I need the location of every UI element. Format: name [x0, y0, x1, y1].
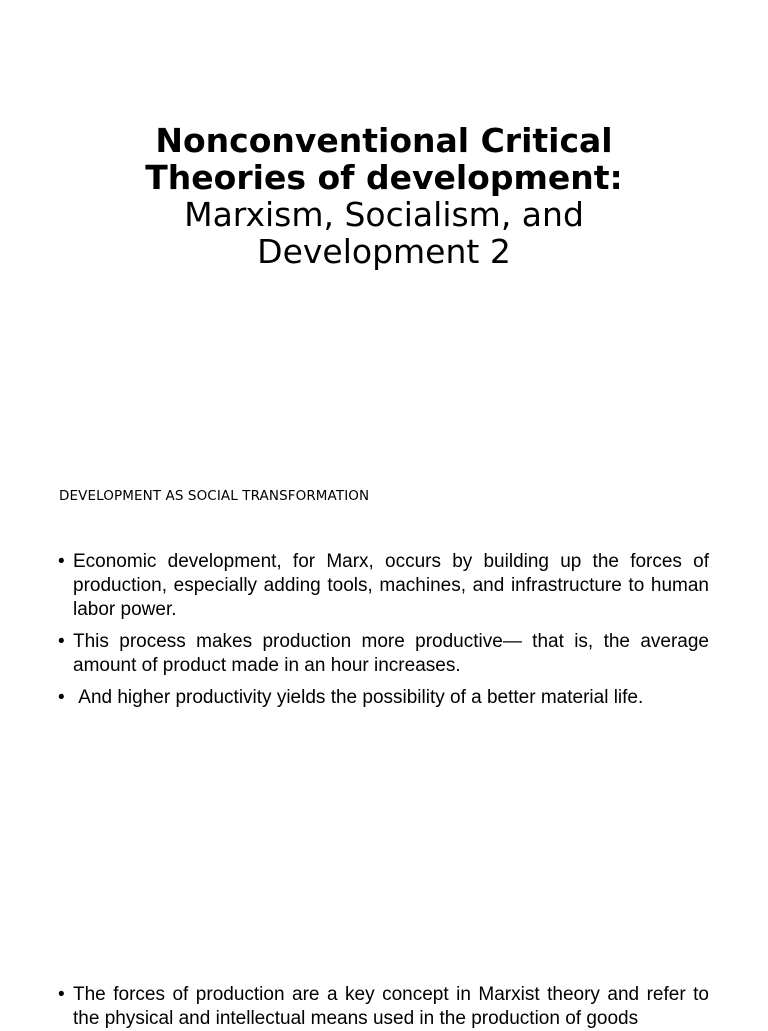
bullet-marker: • — [58, 631, 65, 652]
bullet-marker: • — [58, 984, 65, 1005]
title-line-2: Theories of development: — [145, 158, 623, 197]
bullet-text: The forces of production are a key concept in Marxist theory and refer to the physical and intellectual means used in the production of goods — [73, 984, 709, 1029]
section-heading: DEVELOPMENT AS SOCIAL TRANSFORMATION — [59, 488, 370, 504]
bullet-item — [58, 630, 709, 678]
bullet-item — [58, 686, 709, 710]
bullet-text: And higher productivity yields the possibility of a better material life. — [73, 687, 644, 708]
subtitle-line-1: Marxism, Socialism, and — [184, 195, 584, 234]
subtitle-line-2: Development 2 — [257, 232, 511, 271]
title-heading — [0, 122, 768, 196]
title-line-1: Nonconventional Critical — [155, 121, 613, 160]
subtitle-heading — [0, 196, 768, 270]
bullet-text: This process makes production more productive— that is, the average amount of product made in an hour increases. — [73, 631, 709, 676]
bullet-marker: • — [58, 551, 65, 572]
slide-title — [0, 122, 768, 270]
bullet-text: Economic development, for Marx, occurs by building up the forces of production, especially adding tools, machines, and infrastructure to human labor power. — [73, 551, 709, 620]
bullet-list — [58, 550, 709, 710]
bullet-item — [58, 550, 709, 622]
bullet-marker: • — [58, 687, 65, 708]
